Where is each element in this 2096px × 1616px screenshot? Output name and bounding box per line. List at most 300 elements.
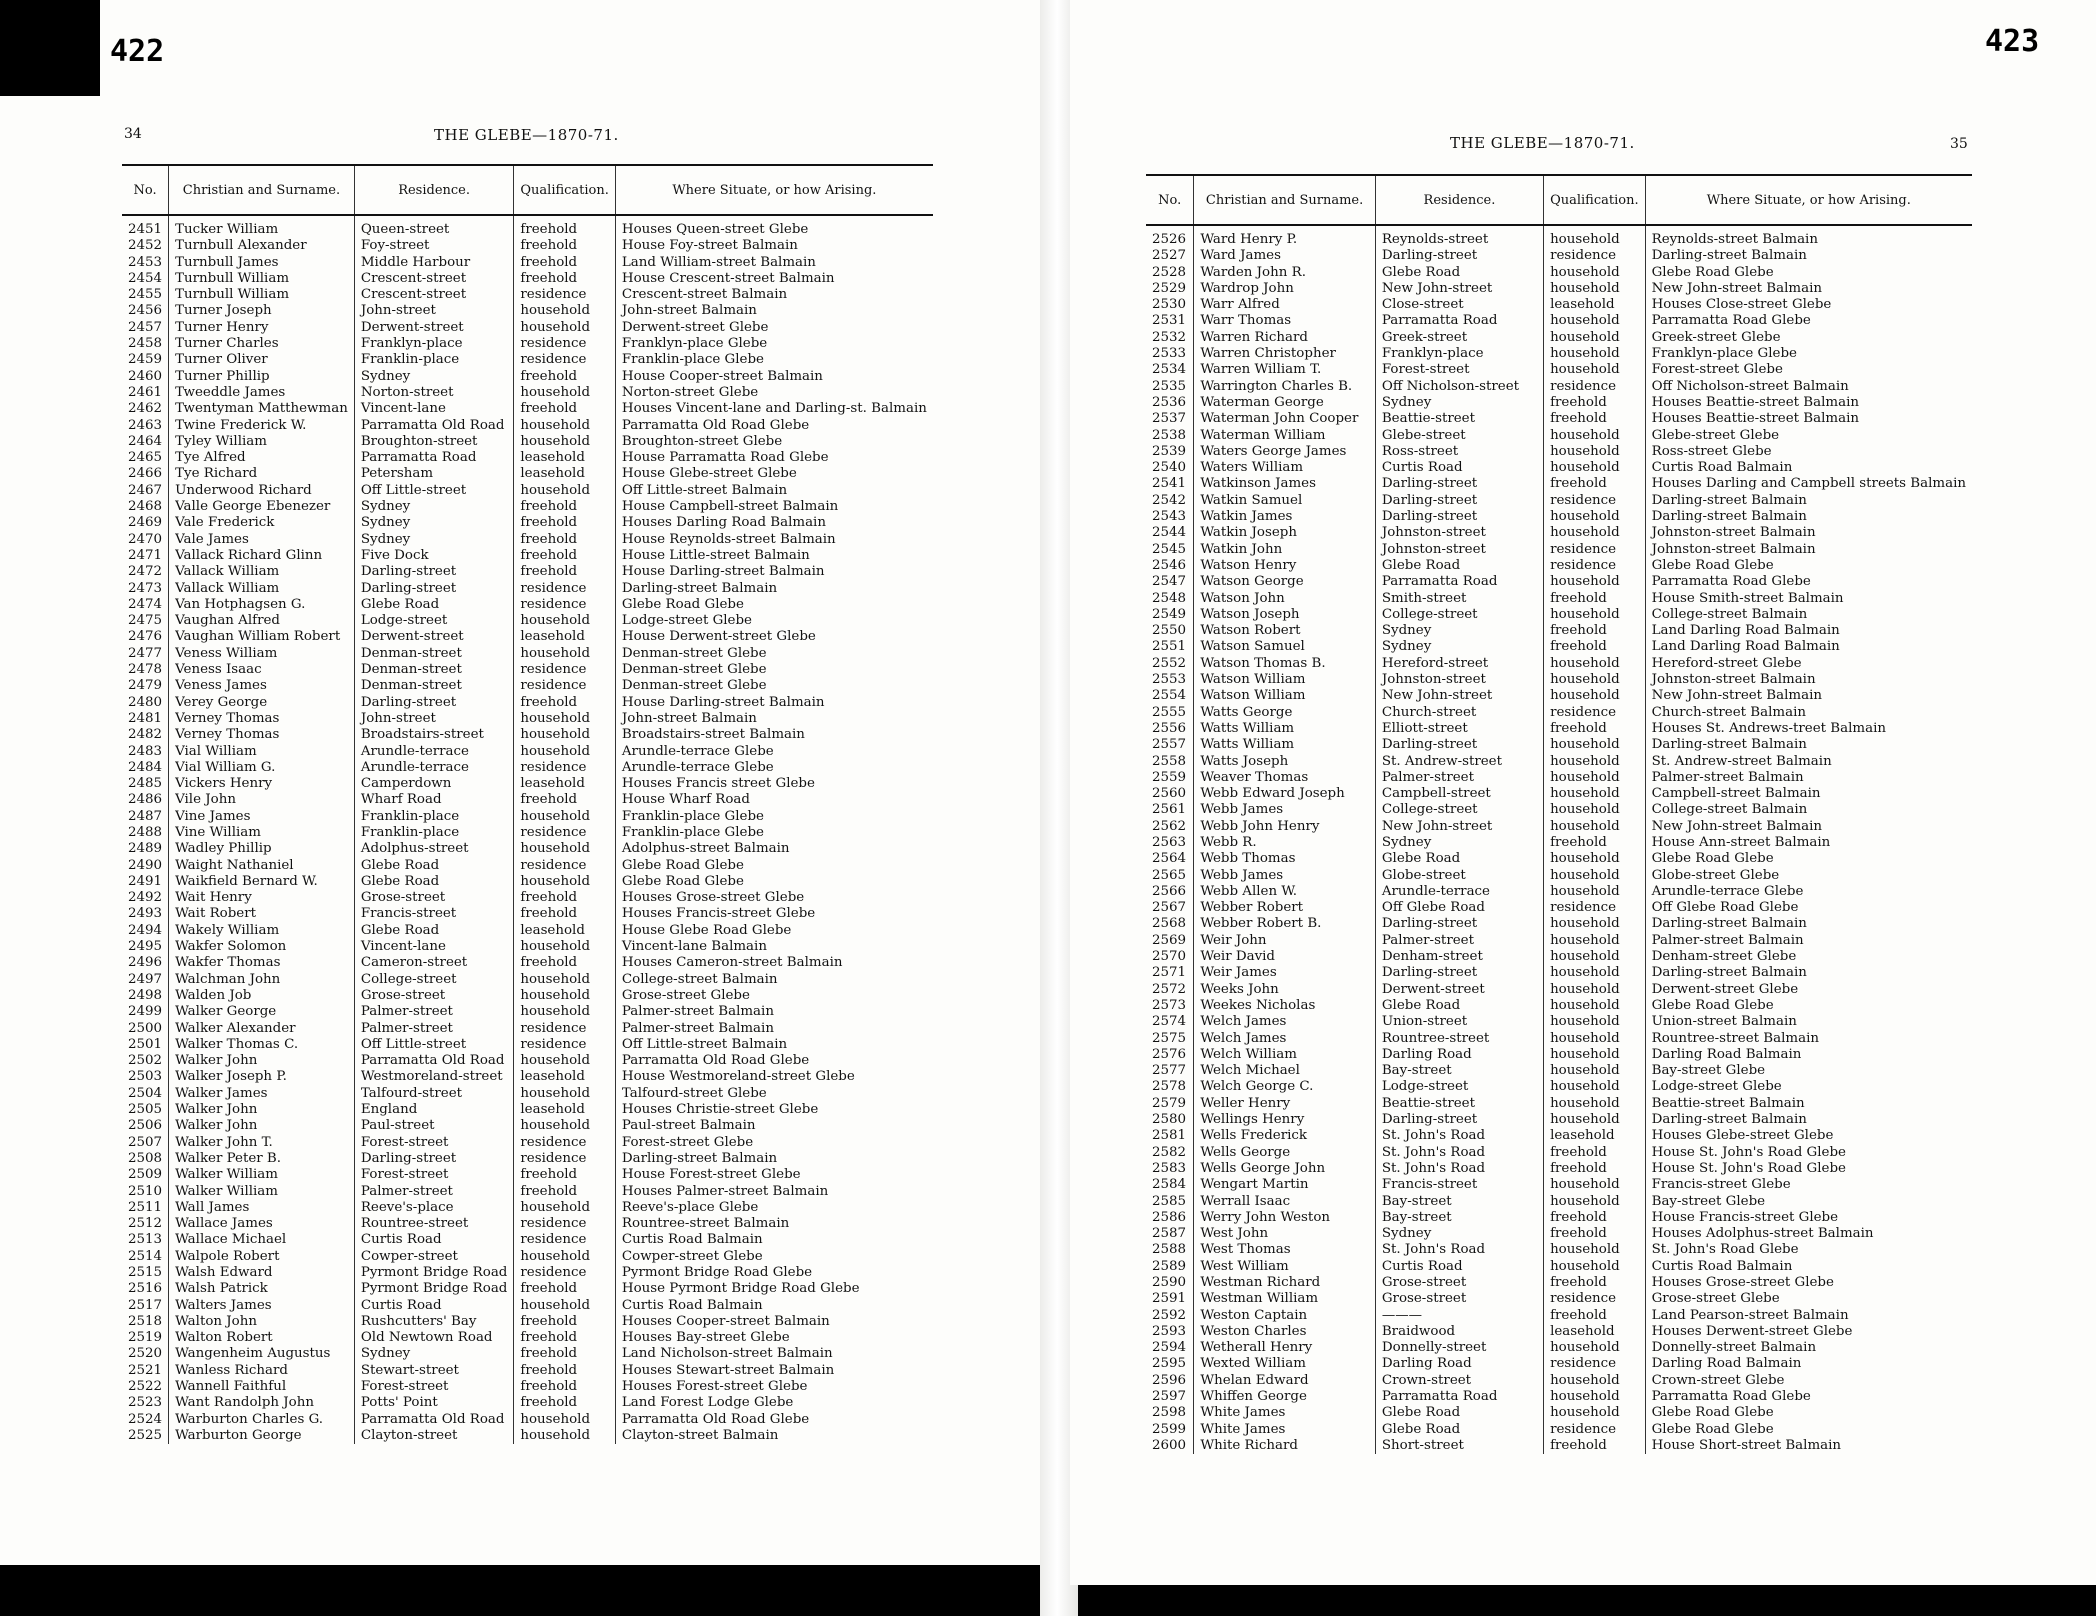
elector-name: Waikfield Bernard W. (169, 874, 355, 890)
where-situate: Land Pearson-street Balmain (1651, 1307, 1849, 1323)
elector-name: Warren William T. (1194, 362, 1376, 378)
qualification: freehold (1544, 1145, 1646, 1161)
elector-name: Turnbull William (169, 271, 355, 287)
where-situate: John-street Balmain (621, 710, 757, 726)
residence: Sydney (1375, 639, 1543, 655)
where-situate: House Pyrmont Bridge Road Glebe (621, 1281, 860, 1297)
elector-name: Watts William (1194, 737, 1376, 753)
where-situate: Parramatta Old Road Glebe (621, 1411, 810, 1427)
qualification: household (514, 303, 616, 319)
where-situate: Pyrmont Bridge Road Glebe (621, 1265, 813, 1280)
residence: St. John's Road (1375, 1161, 1543, 1177)
residence: Off Glebe Road (1375, 900, 1543, 916)
residence: Lodge-street (1375, 1079, 1543, 1095)
qualification: freehold (1544, 1308, 1646, 1324)
table-row (1146, 835, 1972, 851)
table-row (1146, 1291, 1972, 1307)
where-situate: Curtis Road Balmain (621, 1297, 763, 1313)
table-row (1146, 248, 1972, 264)
where-situate: Houses Vincent-lane and Darling-st. Balmain (621, 401, 927, 417)
qualification: residence (514, 1151, 616, 1167)
elector-name: Werrall Isaac (1194, 1194, 1376, 1210)
table-row (1146, 225, 1972, 248)
elector-name: Twine Frederick W. (169, 418, 355, 434)
entry-number: 2514 (122, 1249, 169, 1265)
residence: Old Newtown Road (354, 1330, 514, 1346)
residence: Arundle-terrace (354, 744, 514, 760)
table-row (122, 646, 933, 662)
qualification: residence (1544, 248, 1646, 264)
elector-name: Wardrop John (1194, 281, 1376, 297)
residence: Sydney (1375, 623, 1543, 639)
residence: Grose-street (1375, 1291, 1543, 1307)
where-situate: Beattie-street Balmain (1651, 1095, 1805, 1111)
table-row (1146, 982, 1972, 998)
entry-number: 2564 (1146, 851, 1194, 867)
where-situate: Parramatta Road Glebe (1651, 574, 1811, 590)
table-row (122, 1265, 933, 1281)
table-row (1146, 1177, 1972, 1193)
qualification: household (514, 1412, 616, 1428)
table-row (122, 760, 933, 776)
elector-name: Watts William (1194, 721, 1376, 737)
residence: St. John's Road (1375, 1242, 1543, 1258)
elector-name: Wengart Martin (1194, 1177, 1376, 1193)
entry-number: 2567 (1146, 900, 1194, 916)
where-situate: Houses Francis-street Glebe (621, 906, 816, 922)
qualification: household (514, 385, 616, 401)
elector-name: Warburton Charles G. (169, 1412, 355, 1428)
residence: Rountree-street (354, 1216, 514, 1232)
where-situate: Grose-street Glebe (621, 987, 750, 1003)
entry-number: 2482 (122, 727, 169, 743)
residence: Hereford-street (1375, 656, 1543, 672)
qualification: household (1544, 1405, 1646, 1421)
table-row (122, 238, 933, 254)
qualification: household (514, 711, 616, 727)
where-situate: House St. John's Road Glebe (1651, 1144, 1846, 1160)
table-row (122, 1298, 933, 1314)
residence: Darling-street (1375, 493, 1543, 509)
elector-name: Wallace James (169, 1216, 355, 1232)
elector-name: Walker John T. (169, 1135, 355, 1151)
entry-number: 2477 (122, 646, 169, 662)
elector-name: Watkin Joseph (1194, 525, 1376, 541)
qualification: freehold (514, 532, 616, 548)
elector-name: Watson Joseph (1194, 607, 1376, 623)
where-situate: Glebe Road Glebe (1651, 557, 1774, 573)
elector-name: White James (1194, 1405, 1376, 1421)
table-row (122, 858, 933, 874)
table-row (1146, 330, 1972, 346)
elector-name: Walker William (169, 1167, 355, 1183)
where-situate: Denman-street Glebe (621, 645, 767, 661)
entry-number: 2587 (1146, 1226, 1194, 1242)
entry-number: 2597 (1146, 1389, 1194, 1405)
qualification: freehold (514, 215, 616, 238)
elector-name: Welch George C. (1194, 1079, 1376, 1095)
where-situate: House Parramatta Road Glebe (621, 450, 829, 466)
table-row (1146, 460, 1972, 476)
entry-number: 2456 (122, 303, 169, 319)
where-situate: Darling-street Balmain (1651, 916, 1807, 932)
where-situate: Houses Glebe-street Glebe (1651, 1128, 1834, 1144)
elector-name: Vickers Henry (169, 776, 355, 792)
where-situate: Clayton-street Balmain (621, 1427, 779, 1443)
entry-number: 2594 (1146, 1340, 1194, 1356)
qualification: leasehold (514, 466, 616, 482)
qualification: household (1544, 1079, 1646, 1095)
where-situate: Darling-street Balmain (1651, 737, 1807, 753)
table-row (122, 1346, 933, 1362)
where-situate: Johnston-street Balmain (1651, 672, 1816, 688)
table-row (1146, 737, 1972, 753)
residence: Smith-street (1375, 591, 1543, 607)
printed-page-number: 34 (124, 126, 142, 142)
residence: Donnelly-street (1375, 1340, 1543, 1356)
entry-number: 2600 (1146, 1438, 1194, 1454)
entry-number: 2530 (1146, 297, 1194, 313)
header-residence: Residence. (1375, 175, 1543, 225)
entry-number: 2529 (1146, 281, 1194, 297)
where-situate: New John-street Balmain (1651, 688, 1823, 704)
elector-name: Weir John (1194, 933, 1376, 949)
table-row (122, 450, 933, 466)
where-situate: Hereford-street Glebe (1651, 655, 1802, 671)
residence: Francis-street (1375, 1177, 1543, 1193)
entry-number: 2468 (122, 499, 169, 515)
table-row (1146, 1389, 1972, 1405)
table-row (122, 906, 933, 922)
residence: Sydney (354, 369, 514, 385)
qualification: household (514, 613, 616, 629)
elector-name: West Thomas (1194, 1242, 1376, 1258)
entry-number: 2573 (1146, 998, 1194, 1014)
residence: Sydney (354, 1346, 514, 1362)
residence: Palmer-street (354, 1184, 514, 1200)
where-situate: Globe-street Glebe (1651, 867, 1780, 883)
table-row (122, 988, 933, 1004)
qualification: freehold (514, 1346, 616, 1362)
where-situate: Denham-street Glebe (1651, 949, 1797, 965)
elector-name: Ward James (1194, 248, 1376, 264)
residence: Union-street (1375, 1014, 1543, 1030)
entry-number: 2525 (122, 1428, 169, 1444)
where-situate: House Westmoreland-street Glebe (621, 1069, 855, 1085)
where-situate: Houses St. Andrews-treet Balmain (1651, 720, 1886, 736)
elector-name: Twentyman Matthewman (169, 401, 355, 417)
table-row (1146, 411, 1972, 427)
qualification: household (514, 1004, 616, 1020)
elector-name: Webb Edward Joseph (1194, 786, 1376, 802)
qualification: freehold (514, 1395, 616, 1411)
table-row (1146, 868, 1972, 884)
table-row (122, 1004, 933, 1020)
table-row (1146, 525, 1972, 541)
qualification: freehold (514, 401, 616, 417)
residence: Parramatta Road (1375, 574, 1543, 590)
residence: Johnston-street (1375, 542, 1543, 558)
elector-name: Whiffen George (1194, 1389, 1376, 1405)
residence: St. John's Road (1375, 1128, 1543, 1144)
where-situate: House St. John's Road Glebe (1651, 1160, 1846, 1176)
qualification: residence (1544, 379, 1646, 395)
qualification: household (1544, 754, 1646, 770)
elector-name: Wellings Henry (1194, 1112, 1376, 1128)
table-row (122, 711, 933, 727)
where-situate: Broughton-street Glebe (621, 433, 783, 449)
entry-number: 2511 (122, 1200, 169, 1216)
elector-name: Walker Peter B. (169, 1151, 355, 1167)
elector-name: Watson George (1194, 574, 1376, 590)
qualification: freehold (514, 906, 616, 922)
elector-name: Valle George Ebenezer (169, 499, 355, 515)
entry-number: 2580 (1146, 1112, 1194, 1128)
entry-number: 2521 (122, 1363, 169, 1379)
table-row (122, 597, 933, 613)
elector-name: Underwood Richard (169, 483, 355, 499)
qualification: household (1544, 509, 1646, 525)
entry-number: 2517 (122, 1298, 169, 1314)
table-row (1146, 346, 1972, 362)
elector-name: Weeks John (1194, 982, 1376, 998)
printed-page-number: 35 (1950, 136, 1968, 152)
entry-number: 2464 (122, 434, 169, 450)
table-row (122, 1184, 933, 1200)
residence: Beattie-street (1375, 411, 1543, 427)
table-row (122, 1216, 933, 1232)
elector-name: Vallack Richard Glinn (169, 548, 355, 564)
table-row (1146, 265, 1972, 281)
entry-number: 2519 (122, 1330, 169, 1346)
qualification: household (514, 1428, 616, 1444)
entry-number: 2452 (122, 238, 169, 254)
entry-number: 2570 (1146, 949, 1194, 965)
header-qualification: Qualification. (514, 165, 616, 215)
elector-name: Wakfer Thomas (169, 955, 355, 971)
qualification: freehold (514, 369, 616, 385)
residence: College-street (354, 972, 514, 988)
table-row (1146, 1031, 1972, 1047)
qualification: household (1544, 1112, 1646, 1128)
where-situate: Broadstairs-street Balmain (621, 727, 805, 743)
table-row (1146, 1324, 1972, 1340)
where-situate: Glebe Road Glebe (621, 596, 744, 612)
qualification: leasehold (514, 1102, 616, 1118)
where-situate: Glebe Road Glebe (1651, 1421, 1774, 1437)
qualification: freehold (514, 890, 616, 906)
entry-number: 2522 (122, 1379, 169, 1395)
residence: Bay-street (1375, 1194, 1543, 1210)
where-situate: Houses Cameron-street Balmain (621, 955, 843, 971)
residence: Reeve's-place (354, 1200, 514, 1216)
residence: Crescent-street (354, 287, 514, 303)
header-name: Christian and Surname. (169, 165, 355, 215)
elector-name: Webb Allen W. (1194, 884, 1376, 900)
qualification: household (1544, 1031, 1646, 1047)
entry-number: 2495 (122, 939, 169, 955)
qualification: residence (1544, 1291, 1646, 1307)
where-situate: Franklyn-place Glebe (1651, 346, 1797, 362)
table-row (1146, 281, 1972, 297)
table-header-row (122, 165, 933, 215)
elector-name: Whelan Edward (1194, 1373, 1376, 1389)
where-situate: Paul-street Balmain (621, 1118, 756, 1134)
residence: Off Nicholson-street (1375, 379, 1543, 395)
table-row (122, 1151, 933, 1167)
table-row (1146, 786, 1972, 802)
elector-name: Walker Alexander (169, 1021, 355, 1037)
residence: Derwent-street (1375, 982, 1543, 998)
elector-name: Watts Joseph (1194, 754, 1376, 770)
elector-name: Vine William (169, 825, 355, 841)
table-row (122, 792, 933, 808)
where-situate: Glebe Road Glebe (621, 857, 744, 873)
table-row (122, 1021, 933, 1037)
where-situate: College-street Balmain (1651, 802, 1808, 818)
entry-number: 2575 (1146, 1031, 1194, 1047)
entry-number: 2550 (1146, 623, 1194, 639)
entry-number: 2595 (1146, 1356, 1194, 1372)
qualification: residence (514, 678, 616, 694)
table-row (122, 548, 933, 564)
residence: Grose-street (354, 890, 514, 906)
qualification: household (1544, 916, 1646, 932)
residence: Franklin-place (354, 809, 514, 825)
header-situate: Where Situate, or how Arising. (1645, 175, 1972, 225)
elector-name: Wadley Phillip (169, 841, 355, 857)
entry-number: 2481 (122, 711, 169, 727)
entry-number: 2586 (1146, 1210, 1194, 1226)
where-situate: House Cooper-street Balmain (621, 368, 823, 384)
entry-number: 2463 (122, 418, 169, 434)
qualification: household (514, 1053, 616, 1069)
elector-name: Warren Richard (1194, 330, 1376, 346)
entry-number: 2496 (122, 955, 169, 971)
elector-name: Westman William (1194, 1291, 1376, 1307)
elector-name: Wells Frederick (1194, 1128, 1376, 1144)
where-situate: Reeve's-place Glebe (621, 1199, 759, 1215)
residence: Bay-street (1375, 1063, 1543, 1079)
qualification: household (514, 418, 616, 434)
where-situate: John-street Balmain (621, 303, 757, 319)
table-row (1146, 1405, 1972, 1421)
elector-name: Wells George John (1194, 1161, 1376, 1177)
where-situate: Franklin-place Glebe (621, 808, 764, 824)
entry-number: 2510 (122, 1184, 169, 1200)
elector-name: Welch William (1194, 1047, 1376, 1063)
header-situate: Where Situate, or how Arising. (615, 165, 932, 215)
table-row (1146, 754, 1972, 770)
table-row (1146, 1128, 1972, 1144)
residence: Darling-street (354, 695, 514, 711)
where-situate: Lodge-street Glebe (1651, 1079, 1782, 1095)
table-row (122, 466, 933, 482)
where-situate: Grose-street Glebe (1651, 1291, 1780, 1307)
residence: College-street (1375, 802, 1543, 818)
residence: Darling-street (354, 581, 514, 597)
elector-name: Vial William G. (169, 760, 355, 776)
residence: Broadstairs-street (354, 727, 514, 743)
residence: Off Little-street (354, 1037, 514, 1053)
where-situate: Houses Grose-street Glebe (1651, 1275, 1834, 1290)
entry-number: 2577 (1146, 1063, 1194, 1079)
residence: Middle Harbour (354, 255, 514, 271)
table-row (122, 1037, 933, 1053)
table-row (122, 336, 933, 352)
where-situate: Glebe Road Glebe (1651, 851, 1774, 867)
entry-number: 2561 (1146, 802, 1194, 818)
table-row (1146, 1356, 1972, 1372)
elector-name: Turnbull James (169, 255, 355, 271)
entry-number: 2588 (1146, 1242, 1194, 1258)
table-row (1146, 656, 1972, 672)
elector-name: Veness Isaac (169, 662, 355, 678)
residence: Five Dock (354, 548, 514, 564)
qualification: household (1544, 444, 1646, 460)
where-situate: Ross-street Glebe (1651, 443, 1772, 459)
header-no: No. (1146, 175, 1194, 225)
where-situate: House Crescent-street Balmain (621, 270, 835, 286)
table-row (122, 1395, 933, 1411)
qualification: residence (514, 287, 616, 303)
qualification: residence (1544, 705, 1646, 721)
table-row (122, 434, 933, 450)
qualification: residence (1544, 900, 1646, 916)
qualification: freehold (514, 1363, 616, 1379)
qualification: leasehold (1544, 1324, 1646, 1340)
entry-number: 2571 (1146, 965, 1194, 981)
residence: Campbell-street (1375, 786, 1543, 802)
table-row (1146, 362, 1972, 378)
where-situate: Arundle-terrace Glebe (1651, 883, 1804, 899)
elector-name: Ward Henry P. (1194, 225, 1376, 248)
entry-number: 2494 (122, 923, 169, 939)
where-situate: Vincent-lane Balmain (621, 939, 767, 955)
where-situate: Rountree-street Balmain (1651, 1030, 1819, 1046)
where-situate: Franklin-place Glebe (621, 824, 764, 840)
entry-number: 2551 (1146, 639, 1194, 655)
entry-number: 2579 (1146, 1096, 1194, 1112)
qualification: freehold (514, 792, 616, 808)
elector-name: Weller Henry (1194, 1096, 1376, 1112)
residence: Palmer-street (1375, 933, 1543, 949)
where-situate: Curtis Road Balmain (1651, 1258, 1793, 1274)
elector-name: Watson Henry (1194, 558, 1376, 574)
entry-number: 2497 (122, 972, 169, 988)
where-situate: Franklin-place Glebe (621, 352, 764, 368)
qualification: residence (514, 1037, 616, 1053)
elector-name: Westman Richard (1194, 1275, 1376, 1291)
where-situate: Land Forest Lodge Glebe (621, 1395, 794, 1411)
table-row (122, 678, 933, 694)
entry-number: 2499 (122, 1004, 169, 1020)
where-situate: Houses Forest-street Glebe (621, 1379, 808, 1395)
qualification: household (1544, 362, 1646, 378)
elector-name: Webb James (1194, 802, 1376, 818)
residence: Parramatta Old Road (354, 418, 514, 434)
residence: Crescent-street (354, 271, 514, 287)
entry-number: 2472 (122, 564, 169, 580)
elector-name: Warr Thomas (1194, 313, 1376, 329)
residence: Curtis Road (1375, 1259, 1543, 1275)
entry-number: 2560 (1146, 786, 1194, 802)
where-situate: Talfourd-street Glebe (621, 1085, 767, 1101)
elector-name: Watson John (1194, 591, 1376, 607)
table-row (122, 1069, 933, 1085)
where-situate: House Smith-street Balmain (1651, 590, 1844, 606)
qualification: residence (1544, 542, 1646, 558)
